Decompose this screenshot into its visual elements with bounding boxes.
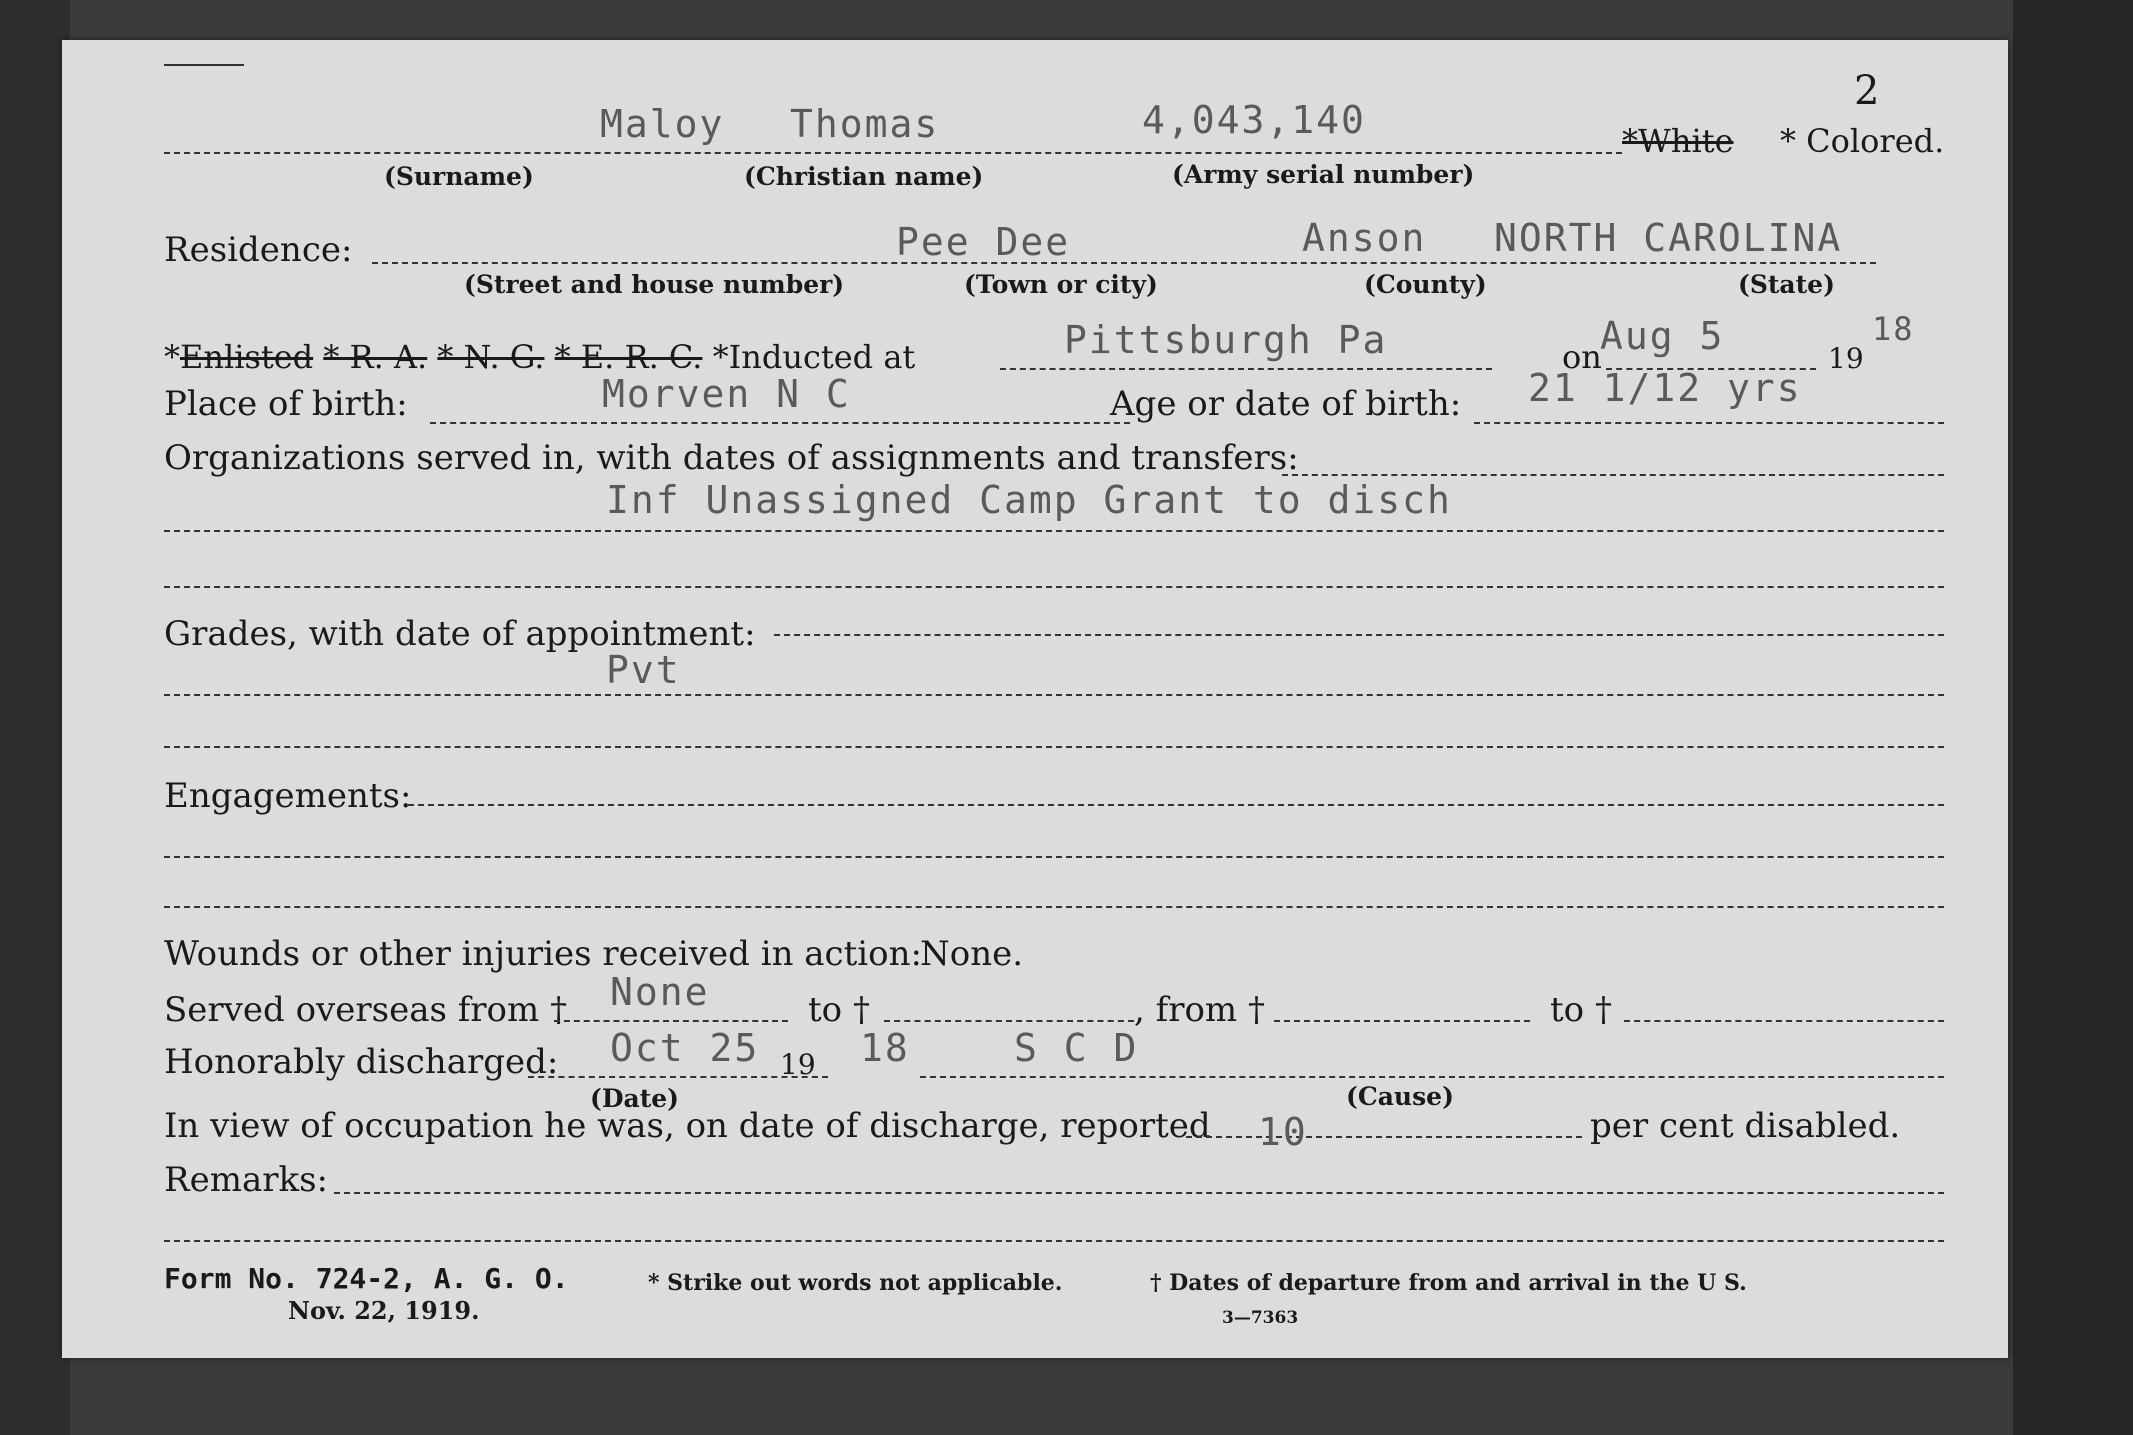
overseas-from-value: None (610, 970, 710, 1014)
place-of-birth-line (430, 422, 1130, 424)
overseas-to2-label: to † (1550, 990, 1612, 1030)
disability-label: In view of occupation he was, on date of discharge, reported (164, 1106, 1211, 1146)
erc-label: * E. R. C. (554, 338, 703, 376)
surname-value: Maloy (600, 102, 725, 146)
residence-line (372, 262, 1876, 264)
inducted-place-value: Pittsburgh Pa (1064, 318, 1388, 362)
remarks-label: Remarks: (164, 1160, 328, 1200)
discharge-year-prefix: 19 (780, 1048, 816, 1081)
enlisted-row-labels (164, 338, 915, 376)
enlisted-prefix: * (164, 338, 180, 376)
inducted-date-value: Aug 5 (1600, 314, 1725, 358)
form-date: Nov. 22, 1919. (288, 1296, 480, 1325)
engagements-label: Engagements: (164, 776, 412, 816)
county-caption: (County) (1364, 270, 1487, 299)
age-line (1474, 422, 1944, 424)
residence-county-value: Anson (1302, 216, 1427, 260)
overseas-to-label: to † (808, 990, 870, 1030)
print-code: 3—7363 (1222, 1308, 1299, 1328)
disability-suffix: per cent disabled. (1590, 1106, 1901, 1146)
christian-name-caption: (Christian name) (744, 162, 984, 191)
surname-caption: (Surname) (384, 162, 534, 191)
discharge-cause-value: S C D (1014, 1026, 1139, 1070)
disability-value: 10 (1258, 1110, 1308, 1154)
inducted-label: *Inducted at (712, 338, 916, 376)
top-stub-line (164, 64, 244, 66)
grades-line-1 (774, 634, 1944, 636)
state-caption: (State) (1738, 270, 1835, 299)
remarks-line-1 (334, 1192, 1944, 1194)
overseas-from2-label: , from † (1134, 990, 1265, 1030)
wounds-value: None. (920, 934, 1024, 974)
strike-note: * Strike out words not applicable. (648, 1270, 1063, 1296)
ng-label: * N. G. (437, 338, 545, 376)
ra-label: * R. A. (323, 338, 428, 376)
remarks-line-2 (164, 1240, 1944, 1242)
dates-note: † Dates of departure from and arrival in the U S. (1150, 1270, 1747, 1296)
service-record-card (62, 40, 2008, 1358)
grades-line-2 (164, 694, 1944, 696)
grades-value: Pvt (606, 648, 681, 692)
organizations-line-2 (164, 530, 1944, 532)
inducted-place-line (1000, 368, 1492, 370)
age-label: Age or date of birth: (1110, 384, 1462, 424)
form-number: Form No. 724-2, A. G. O. (164, 1262, 569, 1295)
place-of-birth-label: Place of birth: (164, 384, 408, 424)
place-of-birth-value: Morven N C (602, 372, 851, 416)
enlisted-label: Enlisted (180, 338, 314, 376)
white-label (1622, 122, 1734, 160)
grades-line-3 (164, 746, 1944, 748)
discharge-date-caption: (Date) (590, 1084, 679, 1113)
discharge-year-value: 18 (860, 1026, 910, 1070)
overseas-from2-line (1274, 1020, 1530, 1022)
on-label: on (1562, 338, 1602, 376)
background-right (2013, 0, 2133, 1435)
engagements-line-2 (164, 856, 1944, 858)
organizations-label: Organizations served in, with dates of assignments and transfers: (164, 438, 1299, 478)
page-number: 2 (1854, 68, 1880, 114)
residence-label: Residence: (164, 230, 353, 270)
overseas-label: Served overseas from † (164, 990, 568, 1030)
background-left (0, 0, 70, 1435)
street-caption: (Street and house number) (464, 270, 845, 299)
discharge-label: Honorably discharged: (164, 1042, 559, 1082)
white-label-text: *White (1622, 122, 1734, 160)
name-line (164, 152, 1622, 154)
town-caption: (Town or city) (964, 270, 1158, 299)
christian-name-value: Thomas (790, 102, 940, 146)
overseas-to2-line (1624, 1020, 1944, 1022)
year-prefix-label: 19 (1828, 342, 1864, 375)
organizations-line-3 (164, 586, 1944, 588)
grades-label: Grades, with date of appointment: (164, 614, 756, 654)
overseas-from-line (554, 1020, 788, 1022)
discharge-cause-line (920, 1076, 1944, 1078)
engagements-line-1 (408, 804, 1944, 806)
serial-number-caption: (Army serial number) (1172, 160, 1475, 189)
organizations-line-1 (1282, 474, 1944, 476)
organizations-value: Inf Unassigned Camp Grant to disch (606, 478, 1452, 522)
residence-state-value: NORTH CAROLINA (1494, 216, 1843, 260)
inducted-year-value: 18 (1872, 310, 1915, 348)
residence-town-value: Pee Dee (896, 220, 1071, 264)
discharge-cause-caption: (Cause) (1346, 1082, 1454, 1111)
disability-line (1186, 1136, 1582, 1138)
colored-label: * Colored. (1780, 122, 1945, 160)
discharge-date-value: Oct 25 (610, 1026, 760, 1070)
wounds-label: Wounds or other injuries received in action: (164, 934, 922, 974)
age-value: 21 1/12 yrs (1528, 366, 1802, 410)
overseas-to-line (884, 1020, 1134, 1022)
serial-number-value: 4,043,140 (1142, 98, 1366, 142)
engagements-line-3 (164, 906, 1944, 908)
